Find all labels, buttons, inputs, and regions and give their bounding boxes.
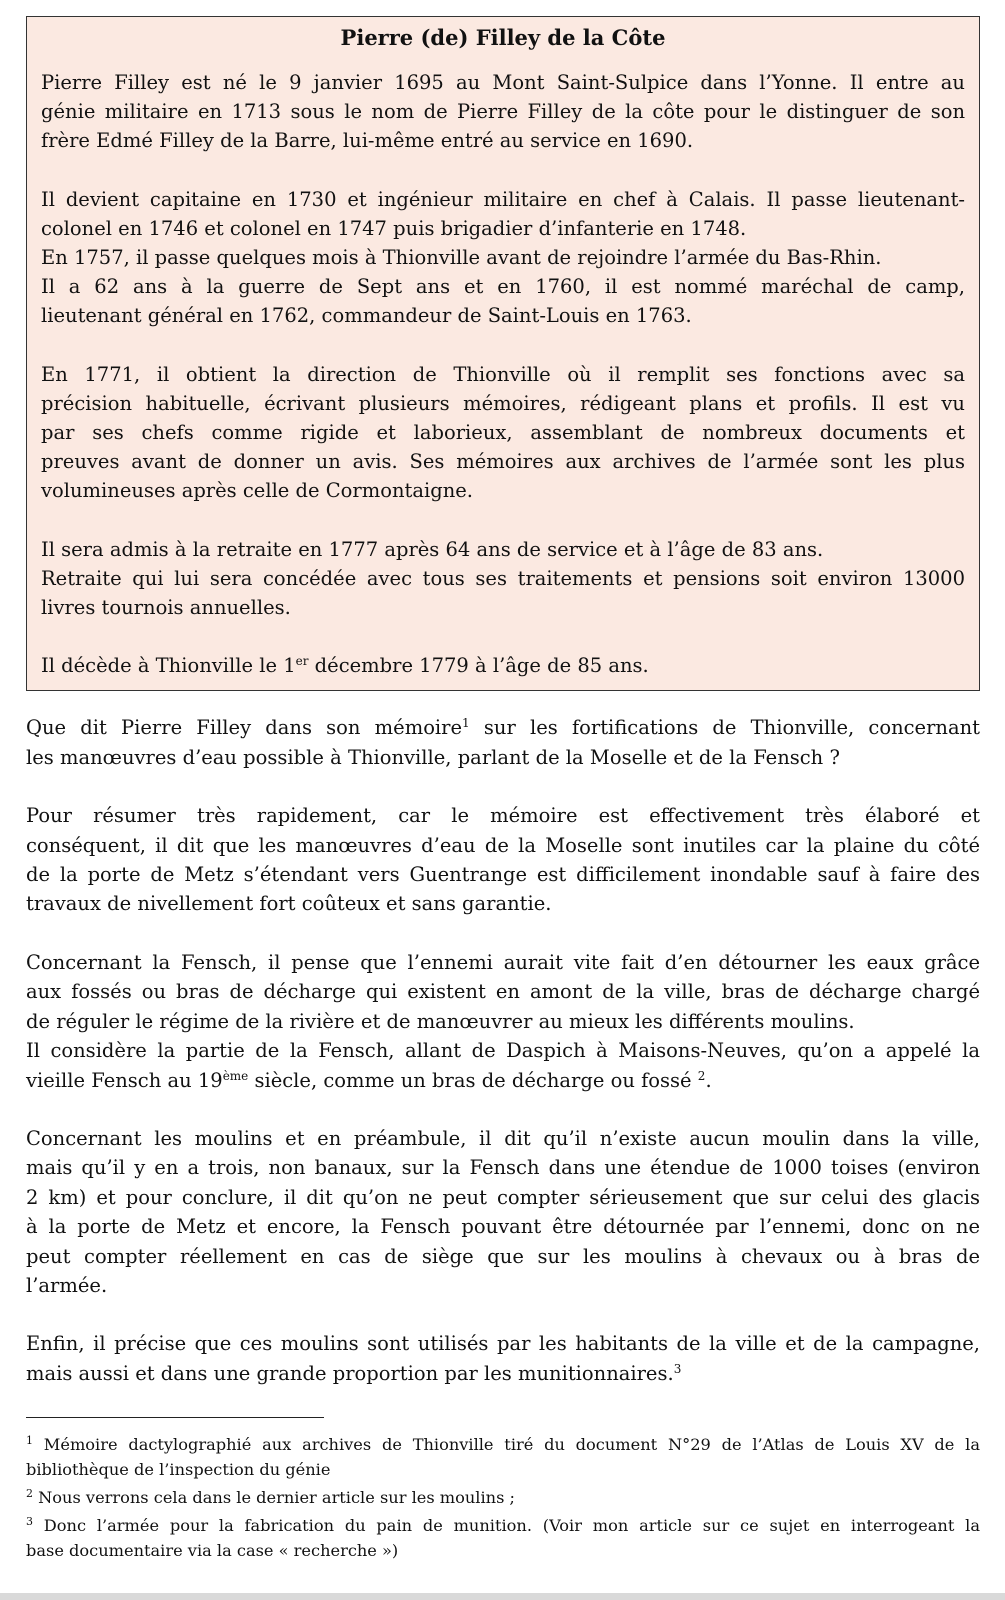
text-line: de réguler le régime de la rivière et de manœuvrer au mieux les différents moulins. — [26, 1009, 855, 1033]
text-line: conséquent, il dit que les manœuvres d’eau de la Moselle sont inutiles car la plaine du côté — [26, 833, 980, 857]
footnote-2 — [26, 1485, 980, 1510]
main-text — [26, 713, 980, 1388]
biography-box — [26, 16, 980, 691]
text-line: lieutenant général en 1762, commandeur de Saint-Louis en 1763. — [41, 304, 692, 328]
text-line: colonel en 1746 et colonel en 1747 puis brigadier d’infanterie en 1748. — [41, 216, 747, 240]
biography-title: Pierre (de) Filley de la Côte — [340, 25, 666, 50]
text-line: Il considère la partie de la Fensch, allant de Daspich à Maisons-Neuves, qu’on a appelé la — [26, 1039, 980, 1063]
fensch-text: siècle, comme un bras de décharge ou fossé — [248, 1068, 698, 1092]
biography-paragraph-thionville — [41, 360, 965, 506]
footnote-number: 3 — [26, 1515, 33, 1529]
text-line: 2 km) et pour conclure, il dit qu’on ne peut compter sérieusement que sur celui des glacis — [26, 1185, 980, 1209]
text-line — [26, 1066, 980, 1095]
biography-paragraph-birth — [41, 68, 965, 156]
text-line: les manœuvres d’eau possible à Thionville, parlant de la Moselle et de la Fensch ? — [26, 745, 840, 769]
text-line: En 1757, il passe quelques mois à Thionville avant de rejoindre l’armée du Bas-Rhin. — [41, 246, 882, 270]
biography-paragraph-retirement — [41, 535, 965, 623]
text-line: Retraite qui lui sera concédée avec tous ses traitements et pensions soit environ 13000 — [41, 566, 965, 590]
fensch-text: vieille Fensch au 19 — [26, 1068, 223, 1092]
text-line: par ses chefs comme rigide et laborieux, assemblant de nombreux documents et — [41, 421, 965, 445]
text-line: preuves avant de donner un avis. Ses mémoires aux archives de l’armée sont les plus — [41, 450, 965, 474]
footnote-text: Nous verrons cela dans le dernier article sur les moulins ; — [33, 1488, 515, 1508]
text-line: Pierre Filley est né le 9 janvier 1695 au Mont Saint-Sulpice dans l’Yonne. Il entre au — [41, 71, 965, 94]
ordinal-superscript: er — [295, 654, 309, 669]
text-line: Il devient capitaine en 1730 et ingénieur militaire en chef à Calais. Il passe lieutenant- — [41, 187, 965, 211]
century-superscript: ème — [222, 1068, 249, 1083]
footnote-text: Mémoire dactylographié aux archives de Thionville tiré du document N°29 de l’Atlas de Louis XV de la — [33, 1435, 980, 1455]
question-paragraph — [26, 713, 980, 772]
biography-paragraph-death — [41, 651, 965, 680]
text-line: En 1771, il obtient la direction de Thionville où il remplit ses fonctions avec sa — [41, 362, 965, 386]
text-line: volumineuses après celle de Cormontaigne. — [41, 479, 474, 503]
enfin-text: mais aussi et dans une grande proportion par les munitionnaires. — [26, 1361, 674, 1385]
footnote-1 — [26, 1432, 980, 1482]
text-line: aux fossés ou bras de décharge qui existent en amont de la ville, bras de décharge chargé — [26, 980, 980, 1004]
footnote-3 — [26, 1513, 980, 1563]
footnote-text: Donc l’armée pour la fabrication du pain de munition. (Voir mon article sur ce sujet en interrogeant la — [33, 1516, 980, 1536]
text-line: Concernant les moulins et en préambule, il dit qu’il n’existe aucun moulin dans la ville, — [26, 1126, 980, 1150]
footnote-ref-2[interactable]: 2 — [697, 1068, 706, 1083]
text-line: livres tournois annuelles. — [41, 596, 291, 620]
text-line: précision habituelle, écrivant plusieurs mémoires, rédigeant plans et profils. Il est vu — [41, 391, 965, 415]
footnote-ref-3[interactable]: 3 — [673, 1361, 682, 1376]
text-line: Il a 62 ans à la guerre de Sept ans et en 1760, il est nommé maréchal de camp, — [41, 275, 965, 299]
death-text-before: Il décède à Thionville le 1 — [41, 654, 296, 678]
text-line — [26, 1485, 980, 1510]
text-line: mais qu’il y en a trois, non banaux, sur la Fensch dans une étendue de 1000 toises (environ — [26, 1156, 980, 1180]
text-line — [26, 713, 980, 742]
enfin-paragraph — [26, 1329, 980, 1388]
footnote-separator — [26, 1417, 324, 1418]
text-line: Enfin, il précise que ces moulins sont utilisés par les habitants de la ville et de la campagne, — [26, 1332, 980, 1356]
text-line — [26, 1513, 980, 1538]
text-line: peut compter réellement en cas de siège que sur les moulins à chevaux ou à bras de — [26, 1244, 980, 1268]
fensch-text: . — [705, 1068, 712, 1092]
text-line: base documentaire via la case « recherche ») — [26, 1541, 399, 1561]
text-line: l’armée. — [26, 1273, 108, 1297]
document-page — [26, 16, 980, 1566]
text-line: travaux de nivellement fort coûteux et sans garantie. — [26, 892, 552, 916]
text-line — [26, 1359, 980, 1388]
footnote-number: 1 — [26, 1434, 33, 1448]
fensch-paragraph — [26, 948, 980, 1095]
text-line: Pour résumer très rapidement, car le mémoire est effectivement très élaboré et — [26, 804, 980, 828]
text-line: Il sera admis à la retraite en 1777 après 64 ans de service et à l’âge de 83 ans. — [41, 537, 824, 561]
text-line: Concernant la Fensch, il pense que l’ennemi aurait vite fait d’en détourner les eaux grâce — [26, 950, 980, 974]
text-line: frère Edmé Filley de la Barre, lui-même entré au service en 1690. — [41, 129, 694, 153]
text-line — [26, 1432, 980, 1457]
text-line — [41, 651, 965, 680]
text-line: génie militaire en 1713 sous le nom de Pierre Filley de la côte pour le distinguer de son — [41, 100, 965, 124]
biography-paragraph-career — [41, 185, 965, 331]
text-line: de la porte de Metz s’étendant vers Guentrange est difficilement inondable sauf à faire des — [26, 863, 980, 887]
footnote-number: 2 — [26, 1487, 33, 1501]
moulins-paragraph — [26, 1124, 980, 1300]
text-line: bibliothèque de l’inspection du génie — [26, 1460, 331, 1480]
summary-paragraph — [26, 801, 980, 919]
question-text: Que dit Pierre Filley dans son mémoire — [26, 716, 463, 740]
footnote-ref-1[interactable]: 1 — [462, 716, 470, 731]
page-bottom-edge — [0, 1593, 1005, 1600]
text-line: à la porte de Metz et encore, la Fensch pouvant être détournée par l’ennemi, donc on ne — [26, 1215, 980, 1239]
death-text-after: décembre 1779 à l’âge de 85 ans. — [308, 654, 649, 678]
question-text: sur les fortifications de Thionville, concernant — [469, 716, 980, 740]
